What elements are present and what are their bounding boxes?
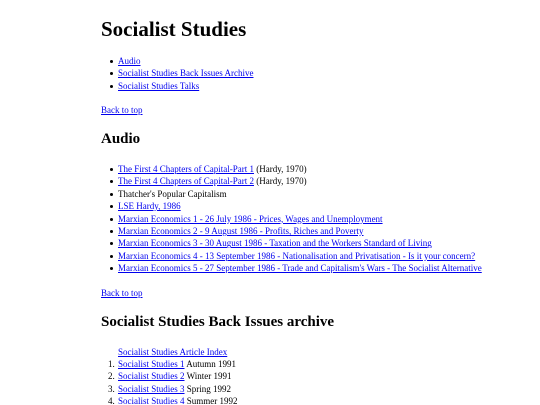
audio-link[interactable]: The First 4 Chapters of Capital-Part 1 xyxy=(118,164,254,174)
audio-link[interactable]: Marxian Economics 1 - 26 July 1986 - Prices, Wages and Unemployment xyxy=(118,213,383,224)
audio-suffix: (Hardy, 1970) xyxy=(253,164,307,174)
list-item xyxy=(101,370,238,382)
back-issues-list xyxy=(101,358,238,405)
list-item xyxy=(101,358,238,370)
audio-list xyxy=(101,163,482,275)
table-of-contents xyxy=(101,55,253,92)
list-item xyxy=(101,250,482,262)
list-item xyxy=(101,237,482,249)
issue-date: Summer 1992 xyxy=(184,396,238,405)
list-item xyxy=(101,55,253,67)
list-item xyxy=(101,163,482,175)
audio-suffix: (Hardy, 1970) xyxy=(253,176,307,187)
list-item xyxy=(101,262,482,274)
page-title: Socialist Studies xyxy=(101,17,247,41)
issue-date: Spring 1992 xyxy=(184,383,232,394)
issue-link[interactable]: Socialist Studies 3 xyxy=(118,383,185,394)
list-item xyxy=(101,200,482,212)
section-heading-audio: Audio xyxy=(101,131,141,147)
list-number: 1. xyxy=(108,359,115,369)
list-item xyxy=(101,80,253,92)
audio-link[interactable]: Marxian Economics 3 - 30 August 1986 - Taxation and the Workers Standard of Living xyxy=(118,238,432,249)
audio-link[interactable]: Marxian Economics 4 - 13 September 1986 - Nationalisation and Privatisation - Is it your concern? xyxy=(118,250,476,261)
list-number: 2. xyxy=(108,371,115,382)
list-number: 3. xyxy=(108,383,115,394)
issue-date: Autumn 1991 xyxy=(184,359,237,369)
audio-link[interactable]: LSE Hardy, 1986 xyxy=(118,201,181,212)
list-item xyxy=(101,213,482,225)
section-heading-archive: Socialist Studies Back Issues archive xyxy=(101,314,335,330)
issue-link[interactable]: Socialist Studies 2 xyxy=(118,371,185,382)
audio-text: Thatcher's Popular Capitalism xyxy=(118,188,227,199)
back-to-top-link[interactable]: Back to top xyxy=(101,288,143,298)
list-item xyxy=(101,383,238,395)
audio-link[interactable]: Marxian Economics 2 - 9 August 1986 - Profits, Riches and Poverty xyxy=(118,225,364,236)
issue-link[interactable]: Socialist Studies 1 xyxy=(118,359,185,369)
list-item xyxy=(101,225,482,237)
toc-link-back-issues[interactable]: Socialist Studies Back Issues Archive xyxy=(118,68,254,79)
list-item xyxy=(101,188,482,200)
article-index-link[interactable]: Socialist Studies Article Index xyxy=(118,347,228,357)
issue-link[interactable]: Socialist Studies 4 xyxy=(118,396,185,405)
list-number: 4. xyxy=(108,396,115,405)
back-to-top-link[interactable]: Back to top xyxy=(101,105,143,115)
audio-link[interactable]: Marxian Economics 5 - 27 September 1986 - Trade and Capitalism's Wars - The Socialist Alternative xyxy=(118,263,482,274)
list-item xyxy=(101,175,482,187)
audio-link[interactable]: The First 4 Chapters of Capital-Part 2 xyxy=(118,176,254,187)
toc-link-talks[interactable]: Socialist Studies Talks xyxy=(118,80,200,91)
toc-link-audio[interactable]: Audio xyxy=(118,56,141,66)
list-item xyxy=(101,395,238,405)
issue-date: Winter 1991 xyxy=(184,371,232,382)
list-item xyxy=(101,67,253,79)
